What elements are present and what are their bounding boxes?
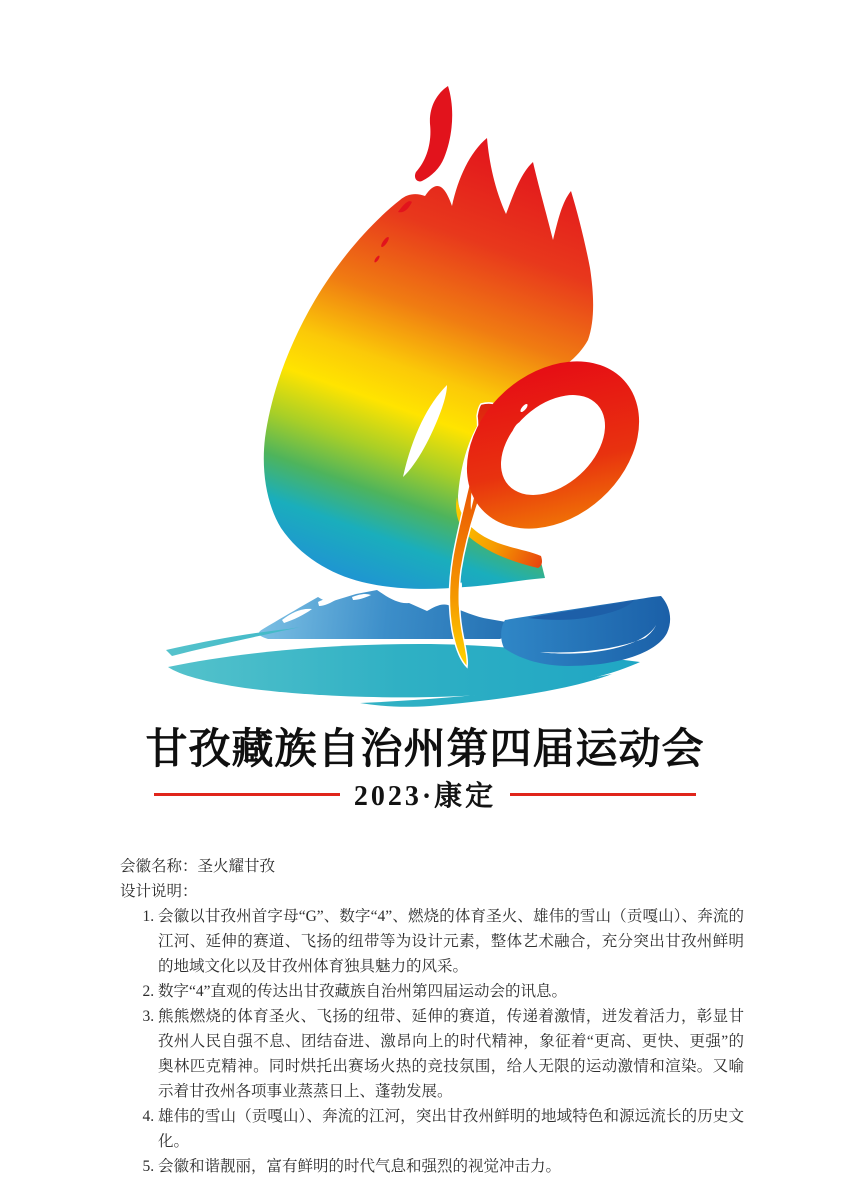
emblem-name-label: 会徽名称：	[120, 858, 198, 875]
emblem-name-row	[120, 854, 744, 879]
event-title: 甘孜藏族自治州第四届运动会	[145, 725, 705, 772]
divider-line-right	[510, 793, 696, 796]
flame-wisp-tongue	[415, 86, 452, 181]
design-note-item: 4. 雄伟的雪山（贡嘎山）、奔流的江河，突出甘孜州鲜明的地域特色和源远流长的历史文化。	[158, 1104, 744, 1154]
year-city-row	[0, 774, 850, 814]
design-notes-list	[120, 904, 744, 1179]
emblem-name-value: 圣火耀甘孜	[197, 858, 276, 875]
year-city-text: 2023·康定	[353, 781, 497, 812]
design-note-item: 3. 熊熊燃烧的体育圣火、飞扬的纽带、延伸的赛道，传递着激情，迸发着活力，彰显甘孜州人民自强不息、团结奋进、激昂向上的时代精神，象征着“更高、更快、更强”的奥林匹克精神。同时烘托出赛场火热的竞技氛围，给人无限的运动激情和渲染。又喻示着甘孜州各项事业蒸蒸日上、蓬勃发展。	[158, 1004, 744, 1104]
design-notes-heading: 设计说明：	[120, 883, 198, 900]
design-note-item: 1. 会徽以甘孜州首字母“G”、数字“4”、燃烧的体育圣火、雄伟的雪山（贡嘎山）、奔流的江河、延伸的赛道、飞扬的纽带等为设计元素，整体艺术融合，充分突出甘孜州鲜明的地域文化以及甘孜州体育独具魅力的风采。	[158, 904, 744, 979]
design-note-item: 2. 数字“4”直观的传达出甘孜藏族自治州第四届运动会的讯息。	[158, 979, 744, 1004]
emblem-details	[120, 854, 744, 1179]
divider-line-left	[154, 793, 340, 796]
wave-blue-band	[501, 596, 670, 666]
design-note-item: 5. 会徽和谐靓丽，富有鲜明的时代气息和强烈的视觉冲击力。	[158, 1154, 744, 1179]
mountain-and-waves	[166, 590, 670, 707]
